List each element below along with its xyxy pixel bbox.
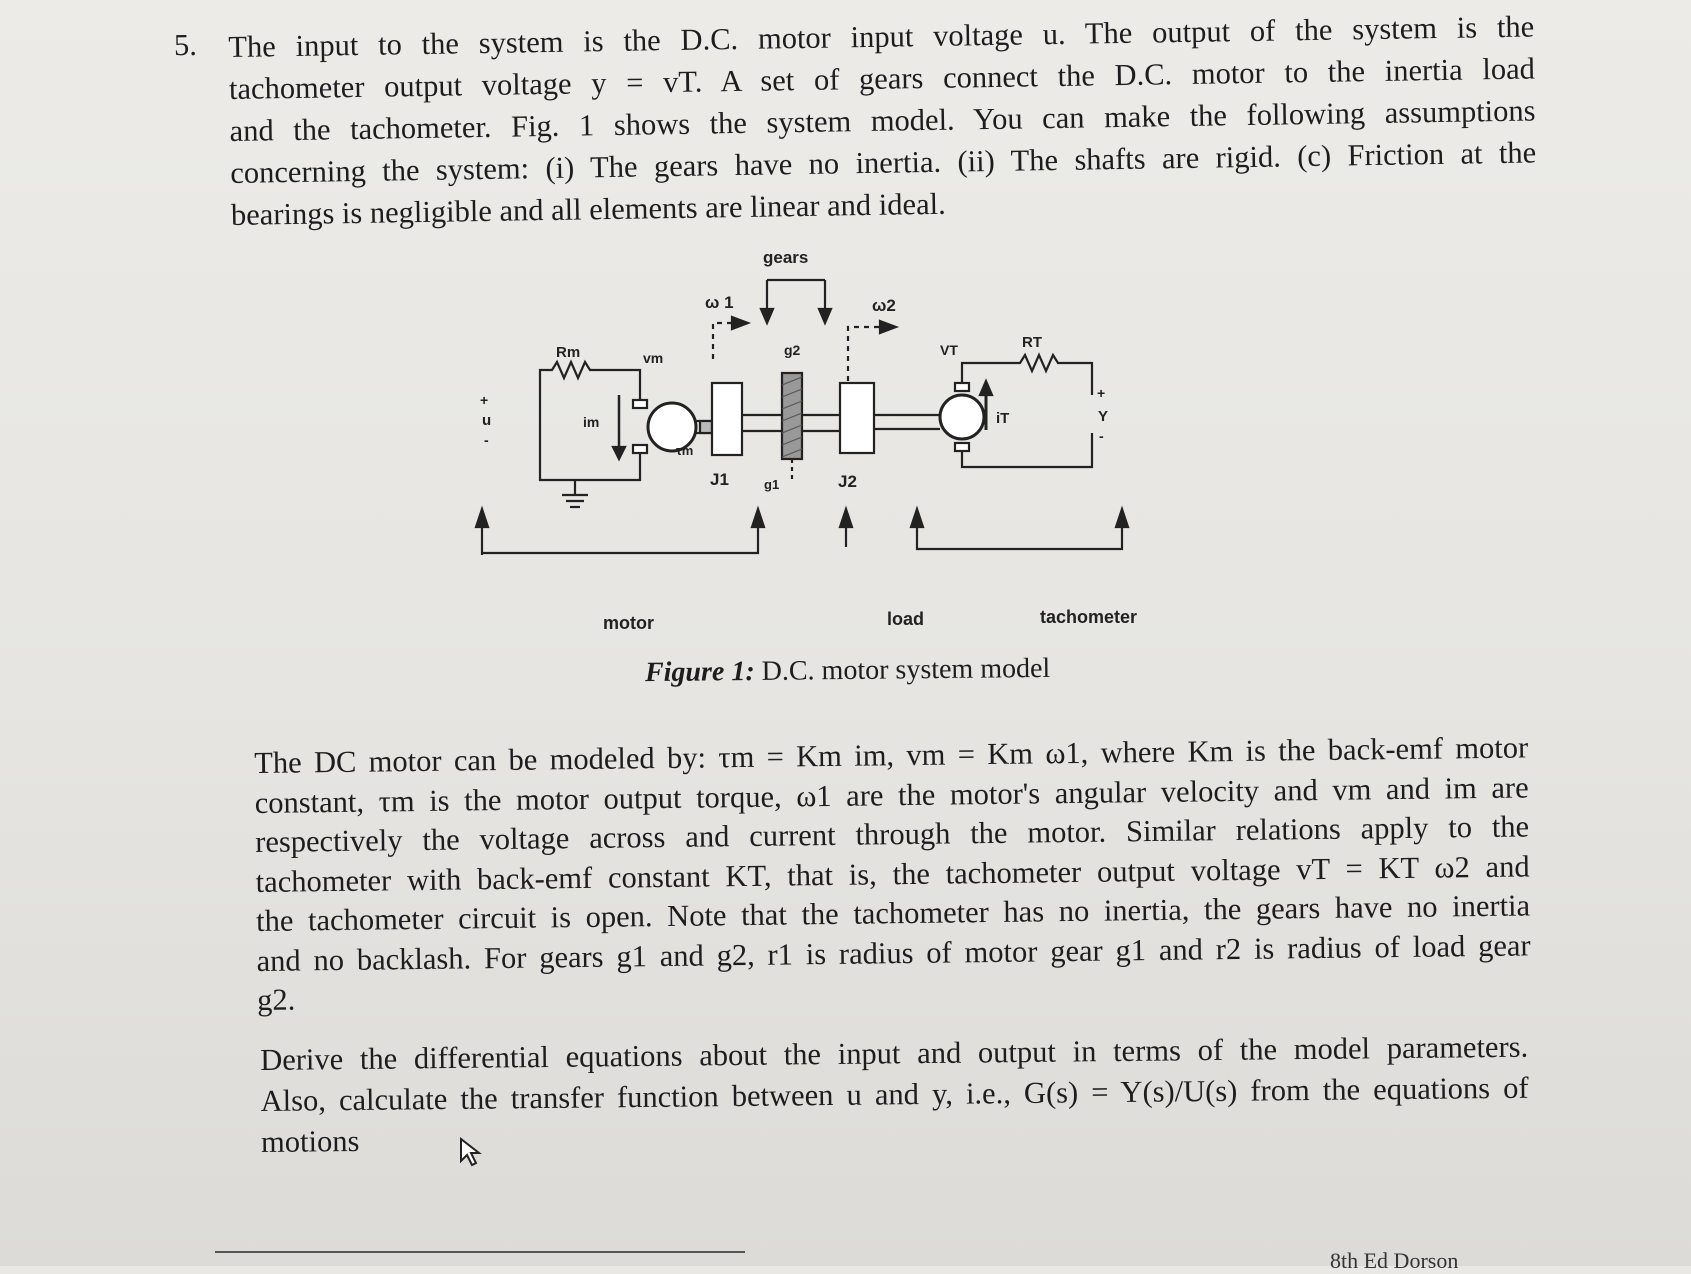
text-line: respectively the voltage across and current through the motor. Similar relations apply to the xyxy=(254,809,1530,859)
rm-label: Rm xyxy=(556,344,581,361)
y-minus-label: - xyxy=(1099,428,1104,444)
text-line: The input to the system is the D.C. motor input voltage u. The output of the system is the xyxy=(228,9,1535,64)
text-line: tachometer output voltage y = vT. A set of gears connect the D.C. motor to the inertia load xyxy=(228,51,1536,106)
caption-text: D.C. motor system model xyxy=(761,652,1051,687)
gears-label: gears xyxy=(763,248,809,267)
text-line: constant, τm is the motor output torque, ω1 are the motor's angular velocity and vm and im are xyxy=(254,769,1529,820)
dc-motor-system-diagram xyxy=(480,248,1240,675)
vt-label: VT xyxy=(940,342,958,358)
rm-resistor-wire xyxy=(540,362,640,400)
tachometer-label: tachometer xyxy=(1040,607,1138,627)
j2-label: J2 xyxy=(838,472,857,491)
text-line: Also, calculate the transfer function between u and y, i.e., G(s) = Y(s)/U(s) from the equations of xyxy=(260,1070,1529,1118)
text-line: bearings is negligible and all elements are linear and ideal. xyxy=(230,186,946,232)
g1-label: g1 xyxy=(764,477,780,492)
mouse-pointer-icon xyxy=(459,1137,487,1169)
g2-label: g2 xyxy=(784,342,801,358)
text-line: and the tachometer. Fig. 1 shows the system model. You can make the following assumptions xyxy=(229,93,1536,148)
inertia-j1 xyxy=(712,383,742,455)
model-paragraph xyxy=(254,728,1531,1020)
j1-label: J1 xyxy=(710,470,729,489)
derive-paragraph xyxy=(260,1027,1529,1163)
motor-label: motor xyxy=(603,613,654,633)
text-line: motions xyxy=(260,1123,360,1159)
vm-label: vm xyxy=(643,350,664,366)
text-line: Derive the differential equations about the input and output in terms of the model parameters. xyxy=(260,1029,1529,1077)
it-label: iT xyxy=(996,410,1010,427)
gear-g1-g2 xyxy=(782,373,802,459)
caption-label: Figure 1: xyxy=(644,655,755,689)
u-plus-label: + xyxy=(480,392,489,408)
footer-text: 8th Ed Dorson xyxy=(1330,1248,1459,1273)
tachometer-symbol xyxy=(940,395,984,439)
figure-caption xyxy=(645,653,1051,689)
text-line: The DC motor can be modeled by: τm = Km im, vm = Km ω1, where Km is the back-emf motor xyxy=(254,730,1529,780)
u-label: u xyxy=(482,412,492,429)
text-line: g2. xyxy=(256,982,296,1017)
footer-rule xyxy=(215,1251,745,1253)
u-minus-label: - xyxy=(484,432,489,448)
omega1-label: ω 1 xyxy=(705,293,734,312)
im-label: im xyxy=(583,414,600,430)
tau-m-label: τm xyxy=(676,443,694,458)
text-line: and no backlash. For gears g1 and g2, r1 is radius of motor gear g1 and r2 is radius of load gear xyxy=(256,927,1531,978)
rt-label: RT xyxy=(1022,334,1042,351)
motor-return-wire xyxy=(540,433,640,480)
inertia-j2 xyxy=(840,383,874,453)
text-line: tachometer with back-emf constant KT, that is, the tachometer output voltage vT = KT ω2 and xyxy=(255,848,1530,899)
y-plus-label: + xyxy=(1097,385,1106,401)
intro-paragraph xyxy=(228,5,1537,235)
load-label: load xyxy=(887,609,925,629)
text-line: the tachometer circuit is open. Note that the tachometer has no inertia, the gears have no inertia xyxy=(255,888,1531,938)
omega2-label: ω2 xyxy=(872,296,896,315)
y-label: Y xyxy=(1098,408,1109,425)
question-number: 5. xyxy=(173,27,198,63)
text-line: concerning the system: (i) The gears have no inertia. (ii) The shafts are rigid. (c) Friction at the xyxy=(230,135,1537,190)
